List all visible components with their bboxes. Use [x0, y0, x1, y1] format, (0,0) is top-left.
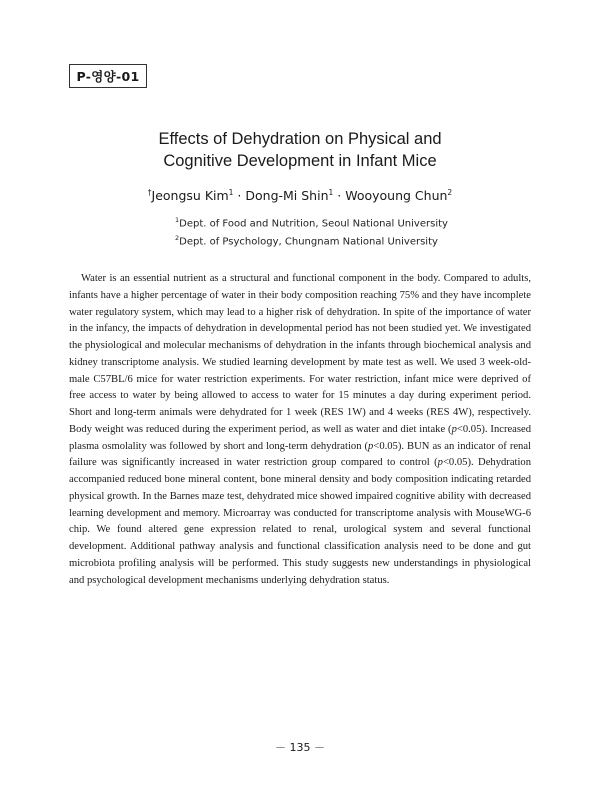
author-affiliation-index: 1 [328, 188, 334, 197]
session-code-box [69, 64, 147, 88]
affiliation-1 [175, 213, 448, 231]
author-1 [148, 188, 234, 203]
author-name: Wooyoung Chun [345, 188, 448, 204]
author-separator: · [233, 188, 246, 204]
page-number: － 135 － [275, 741, 325, 754]
title-line-2: Cognitive Development in Infant Mice [163, 152, 437, 170]
abstract-text: Water is an essential nutrient as a structural and functional component in the body. Compared to adults, infants have a higher percentage of water in their body composition reaching 75% and they have incomplete water regulatory system, which may lead to a higher risk of dehydration. In spite of the importance of water in the infancy, the impacts of dehydration in developmental period has not been studied yet. We investigated the physiological and molecular mechanisms of dehydration in the infants through biochemical analysis and kidney transcriptome analysis. We studied learning development by mate test as well. We used 3 week-old- male C57BL/6 mice for water restriction experiments. For water restriction, infant mice were deprived of free access to water by being allowed to access to water for 15 minutes a day during experiment period. Short and long-term animals were dehydrated for 1 week (RES 1W) and 4 weeks (RES 4W), respectively. Body weight was reduced during the experiment period, as well as water and diet intake ( [69, 273, 531, 435]
p-value-symbol: p [368, 440, 374, 452]
affiliations [175, 213, 448, 250]
abstract-text: <0.05). BUN as an indicator of renal failure was significantly increased in water restriction group compared to control ( [69, 440, 532, 469]
session-code: P-영양-01 [76, 69, 140, 84]
affiliation-index: 2 [175, 234, 180, 243]
author-3 [345, 188, 452, 203]
affiliation-text: Dept. of Psychology, Chungnam National University [179, 236, 438, 248]
affiliation-text: Dept. of Food and Nutrition, Seoul National University [179, 218, 448, 230]
abstract-text: <0.05). Dehydration accompanied reduced bone mineral content, bone mineral density and body composition indicating retarded physical growth. In the Barnes maze test, dehydrated mice showed impaired cognitive ability with decreased learning development and memory. Microarray was conducted for transcriptome analysis with MouseWG-6 chip. We found altered gene expression related to renal, urological system and several functional development. Additional pathway analysis and functional classification analysis need to be done and gut microbiota profiling analysis will be performed. This study suggests new understandings in physiological and psychological development mechanisms underlying dehydration status. [69, 457, 531, 586]
corresponding-mark: † [147, 188, 152, 197]
affiliation-2 [175, 231, 448, 249]
abstract-text: <0.05). Increased plasma osmolality was followed by short and long-term dehydration ( [69, 423, 531, 452]
p-value-symbol: p [437, 457, 443, 469]
affiliation-index: 1 [175, 216, 180, 224]
abstract-body [69, 271, 531, 589]
title-line-1: Effects of Dehydration on Physical and [158, 130, 442, 148]
p-value-symbol: p [451, 423, 457, 435]
paper-title [0, 128, 600, 172]
abstract-paragraph [69, 271, 531, 589]
author-2 [245, 188, 333, 203]
author-affiliation-index: 1 [228, 188, 234, 197]
author-name: Dong-Mi Shin [245, 188, 329, 204]
author-separator: · [333, 188, 346, 204]
author-name: Jeongsu Kim [151, 188, 229, 204]
author-affiliation-index: 2 [447, 188, 453, 197]
author-list [0, 188, 600, 203]
